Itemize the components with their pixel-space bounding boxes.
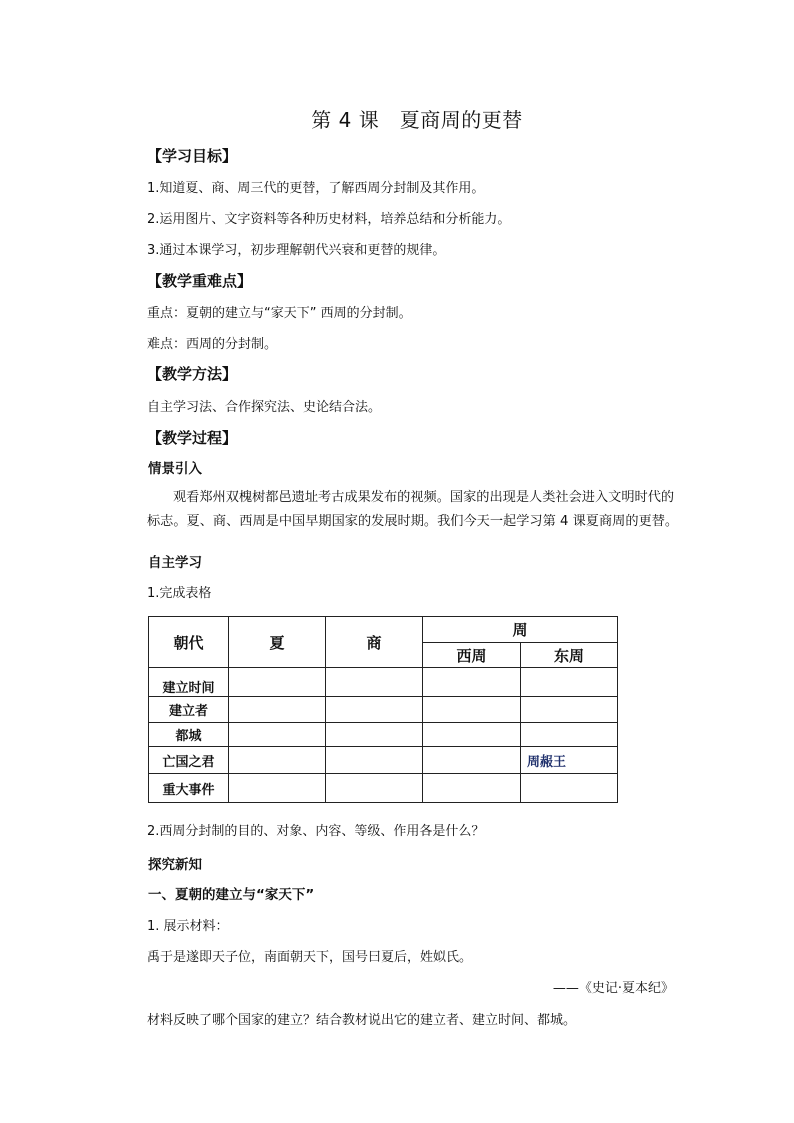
- material-source: ——《史记·夏本纪》: [552, 981, 674, 996]
- header-shang: 商: [326, 617, 423, 668]
- table-cell: [521, 668, 618, 697]
- process-heading: 【教学过程】: [147, 429, 238, 447]
- table-cell: [326, 668, 423, 697]
- table-cell: [423, 668, 521, 697]
- table-cell: [326, 697, 423, 723]
- task-2: 2.西周分封制的目的、对象、内容、等级、作用各是什么？: [147, 824, 485, 839]
- material-label: 1. 展示材料：: [147, 919, 229, 934]
- row-label: 都城: [149, 723, 229, 747]
- key-point-focus: 重点：夏朝的建立与“家天下” 西周的分封制。: [147, 306, 412, 321]
- table-cell: [229, 668, 326, 697]
- table-cell: [326, 723, 423, 747]
- table-cell: 周赧王: [521, 747, 618, 774]
- page-title: 第 4 课 夏商周的更替: [311, 108, 523, 132]
- table-cell: [229, 697, 326, 723]
- intro-label: 情景引入: [148, 461, 202, 477]
- goals-heading: 【学习目标】: [147, 147, 238, 165]
- table-cell: [326, 774, 423, 803]
- table-cell: [521, 774, 618, 803]
- goal-item-1: 1.知道夏、商、周三代的更替，了解西周分封制及其作用。: [147, 181, 485, 196]
- dynasty-table: [148, 616, 618, 803]
- table-row: [149, 723, 618, 747]
- header-dynasty: 朝代: [149, 617, 229, 668]
- table-cell: [326, 747, 423, 774]
- table-cell: [423, 723, 521, 747]
- header-west-zhou: 西周: [423, 643, 521, 668]
- table-cell: [423, 774, 521, 803]
- table-row: [149, 774, 618, 803]
- table-cell: [521, 697, 618, 723]
- explore-label: 探究新知: [148, 857, 202, 873]
- table-cell: [521, 723, 618, 747]
- table-row: [149, 747, 618, 774]
- header-xia: 夏: [229, 617, 326, 668]
- table-cell: [229, 774, 326, 803]
- key-point-difficulty: 难点：西周的分封制。: [147, 337, 278, 352]
- methods-text: 自主学习法、合作探究法、史论结合法。: [147, 400, 382, 415]
- table-cell: [423, 747, 521, 774]
- self-study-label: 自主学习: [148, 555, 202, 571]
- row-label: 重大事件: [149, 774, 229, 803]
- material-quote: 禹于是遂即天子位，南面朝天下，国号曰夏后，姓姒氏。: [147, 950, 473, 965]
- goal-item-2: 2.运用图片、文字资料等各种历史材料，培养总结和分析能力。: [147, 212, 511, 227]
- table-cell: [229, 747, 326, 774]
- table-row: [149, 697, 618, 723]
- row-label: 亡国之君: [149, 747, 229, 774]
- table-cell: [229, 723, 326, 747]
- header-zhou: 周: [423, 617, 618, 643]
- question-text: 材料反映了哪个国家的建立？结合教材说出它的建立者、建立时间、都城。: [147, 1013, 577, 1028]
- intro-text: 观看郑州双槐树都邑遗址考古成果发布的视频。国家的出现是人类社会进入文明时代的标志。夏、商、西周是中国早期国家的发展时期。我们今天一起学习第 4 课夏商周的更替。: [147, 490, 679, 529]
- key-points-heading: 【教学重难点】: [147, 272, 253, 290]
- table-row: [149, 668, 618, 697]
- task-1: 1.完成表格: [147, 586, 212, 601]
- row-label: 建立时间: [149, 668, 229, 697]
- table-cell: [423, 697, 521, 723]
- goal-item-3: 3.通过本课学习，初步理解朝代兴衰和更替的规律。: [147, 243, 446, 258]
- row-label: 建立者: [149, 697, 229, 723]
- part1-heading: 一、夏朝的建立与“家天下”: [148, 887, 315, 903]
- methods-heading: 【教学方法】: [147, 365, 238, 383]
- header-east-zhou: 东周: [521, 643, 618, 668]
